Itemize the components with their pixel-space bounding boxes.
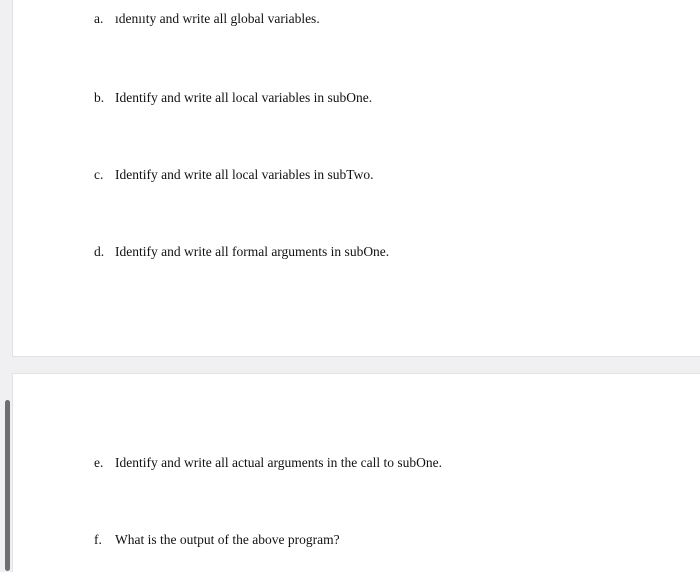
question-letter: d.	[94, 244, 105, 259]
question-d	[94, 244, 389, 260]
scroll-indicator[interactable]	[5, 400, 10, 571]
question-letter: a.	[94, 11, 104, 26]
question-c	[94, 167, 373, 183]
question-text: Identify and write all formal arguments in subOne.	[115, 244, 390, 259]
question-text: Identify and write all actual arguments in the call to subOne.	[115, 455, 443, 470]
question-letter: b.	[94, 90, 105, 105]
question-f	[94, 532, 340, 548]
question-letter: f.	[94, 532, 102, 547]
question-letter: e.	[94, 455, 104, 470]
question-text: Identify and write all local variables in subOne.	[115, 90, 373, 105]
question-text: Identify and write all local variables in subTwo.	[115, 167, 374, 182]
question-b	[94, 90, 372, 106]
question-letter: c.	[94, 167, 104, 182]
question-a	[94, 11, 320, 27]
question-text: What is the output of the above program?	[115, 532, 340, 547]
question-text: ıdenııty and write all global variables.	[115, 11, 320, 26]
question-e	[94, 455, 442, 471]
